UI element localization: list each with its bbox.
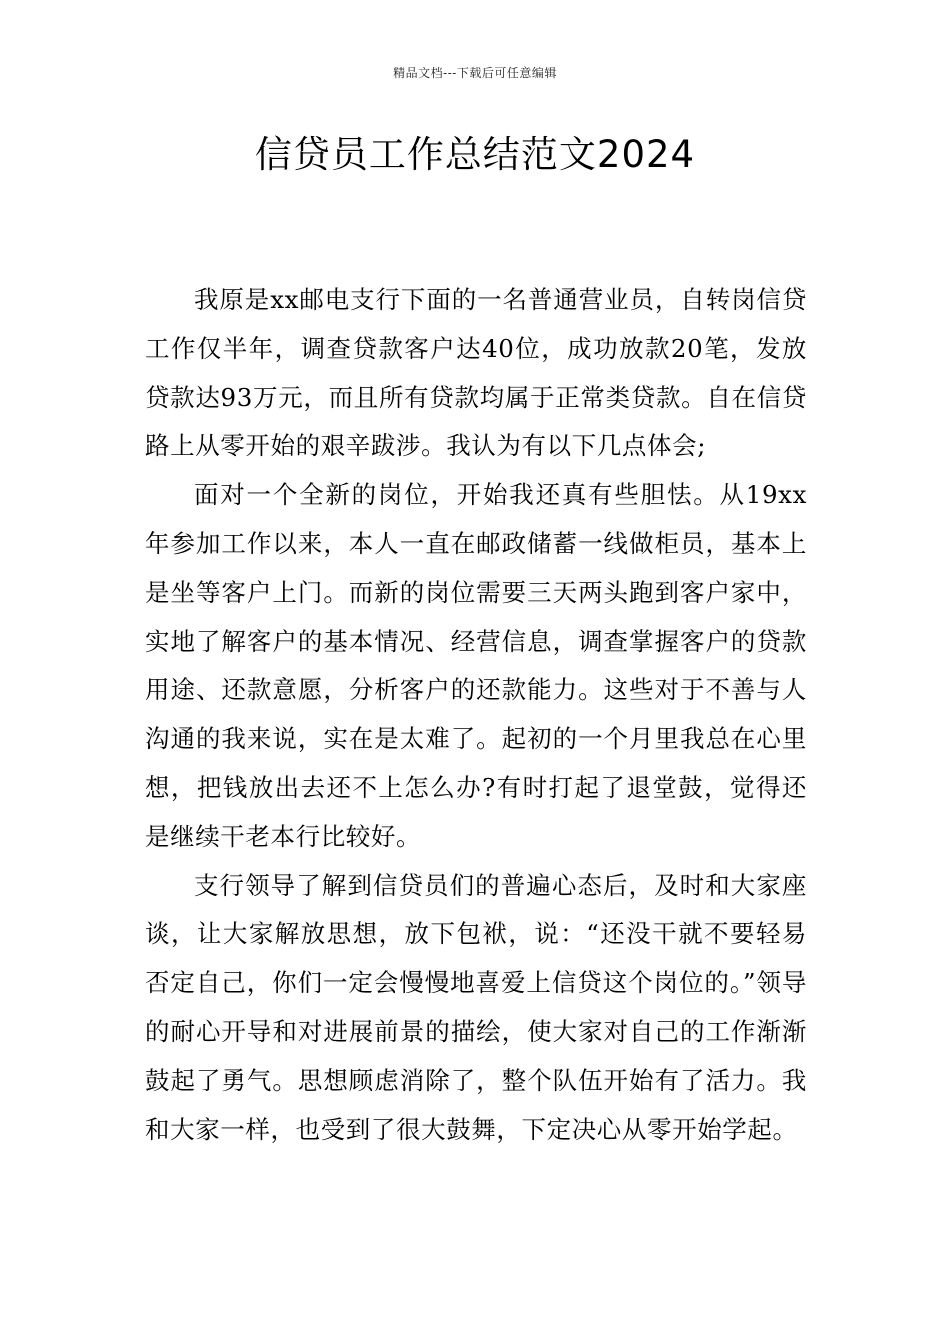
paragraph-3: 支行领导了解到信贷员们的普遍心态后，及时和大家座谈，让大家解放思想，放下包袱，说：“还没干就不要轻易否定自己，你们一定会慢慢地喜爱上信贷这个岗位的。”领导的耐心开导和对进展前景的描绘，使大家对自己的工作渐渐鼓起了勇气。思想顾虑消除了，整个队伍开始有了活力。我和大家一样，也受到了很大鼓舞，下定决心从零开始学起。 [145, 870, 807, 1144]
header-note: 精品文档---下载后可任意编辑 [393, 66, 557, 80]
paragraph-2: 面对一个全新的岗位，开始我还真有些胆怯。从19xx年参加工作以来，本人一直在邮政储蓄一线做柜员，基本上是坐等客户上门。而新的岗位需要三天两头跑到客户家中，实地了解客户的基本情况、经营信息，调查掌握客户的贷款用途、还款意愿，分析客户的还款能力。这些对于不善与人沟通的我来说，实在是太难了。起初的一个月里我总在心里想，把钱放出去还不上怎么办?有时打起了退堂鼓，觉得还是继续干老本行比较好。 [145, 480, 807, 851]
document-title: 信贷员工作总结范文2024 [254, 133, 696, 176]
document-body [145, 276, 807, 1154]
paragraph-1: 我原是xx邮电支行下面的一名普通营业员，自转岗信贷工作仅半年，调查贷款客户达40位，成功放款20笔，发放贷款达93万元，而且所有贷款均属于正常类贷款。自在信贷路上从零开始的艰辛跋涉。我认为有以下几点体会; [145, 285, 807, 461]
